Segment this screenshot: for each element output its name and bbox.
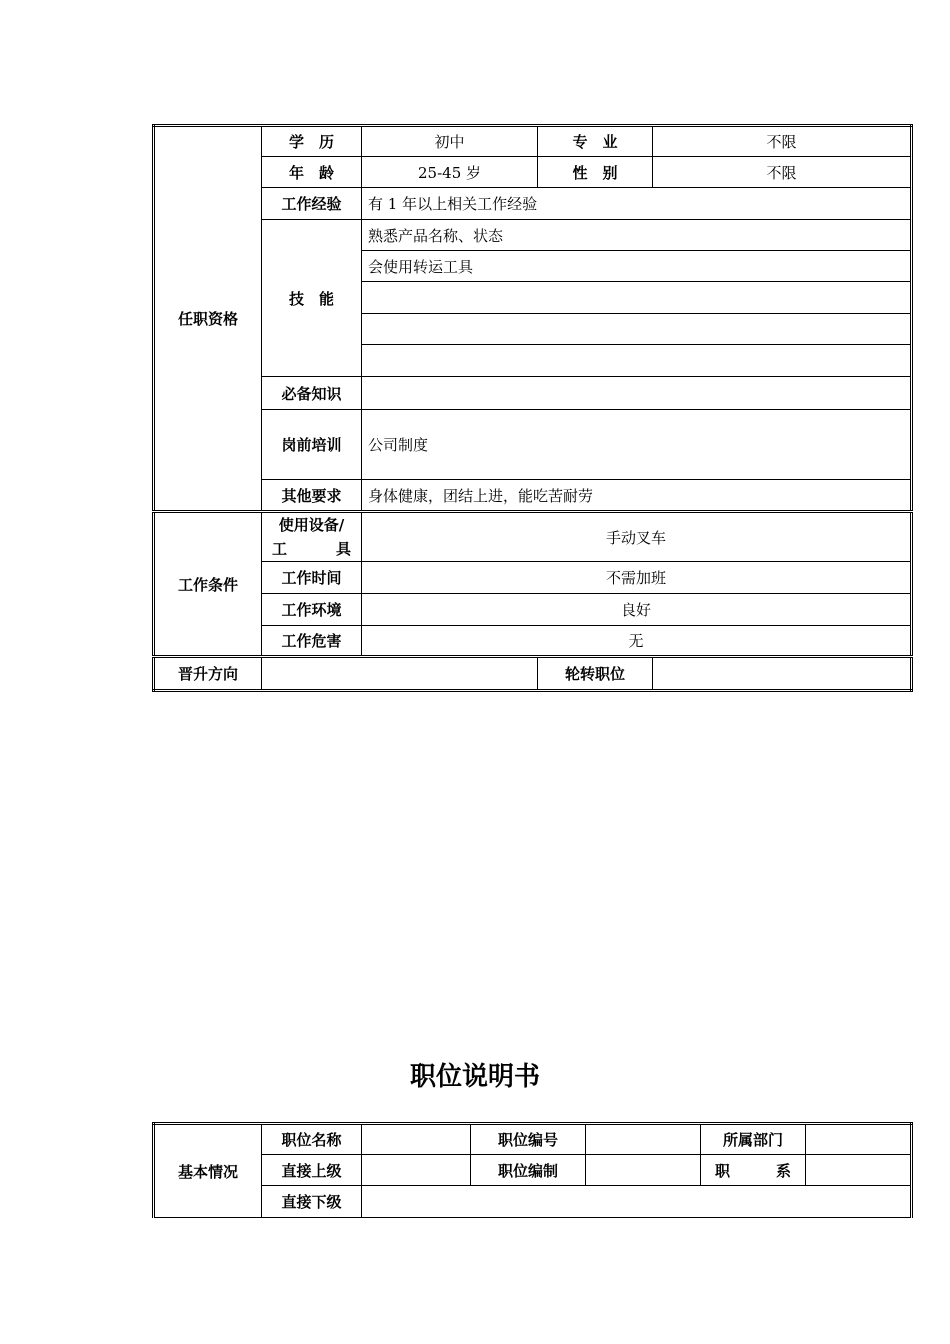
position-name-value <box>362 1124 471 1155</box>
superior-label: 直接上级 <box>262 1155 362 1186</box>
other-requirements-label: 其他要求 <box>262 480 362 512</box>
hazard-label: 工作危害 <box>262 626 362 657</box>
skill-item: 熟悉产品名称、状态 <box>362 220 912 251</box>
gender-label: 性 别 <box>538 157 653 188</box>
series-label-char-b: 系 <box>775 1161 791 1180</box>
gender-value: 不限 <box>653 157 912 188</box>
environment-value: 良好 <box>362 594 912 626</box>
basic-info-table <box>152 1122 913 1218</box>
subordinate-label: 直接下级 <box>262 1186 362 1218</box>
position-no-value <box>586 1124 701 1155</box>
department-value <box>806 1124 912 1155</box>
section-conditions: 工作条件 <box>154 512 262 657</box>
skill-item: 会使用转运工具 <box>362 251 912 282</box>
knowledge-value <box>362 377 912 410</box>
qualification-table <box>152 124 913 692</box>
experience-value: 有 1 年以上相关工作经验 <box>362 188 912 220</box>
age-value: 25-45 岁 <box>362 157 538 188</box>
skill-item <box>362 282 912 314</box>
document-title: 职位说明书 <box>409 1062 540 1092</box>
equipment-value: 手动叉车 <box>362 512 912 562</box>
major-label: 专 业 <box>538 126 653 157</box>
hours-value: 不需加班 <box>362 562 912 594</box>
equipment-label-char-b: 具 <box>335 540 351 558</box>
hours-label: 工作时间 <box>262 562 362 594</box>
education-label: 学 历 <box>262 126 362 157</box>
promotion-label: 晋升方向 <box>154 657 262 691</box>
skills-label: 技 能 <box>262 220 362 377</box>
series-label-char-a: 职 <box>715 1161 731 1180</box>
staffing-label: 职位编制 <box>471 1155 586 1186</box>
major-value: 不限 <box>653 126 912 157</box>
equipment-label-char-a: 工 <box>272 540 288 558</box>
section-qualifications: 任职资格 <box>154 126 262 512</box>
staffing-value <box>586 1155 701 1186</box>
equipment-label-line1: 使用设备/ <box>278 516 345 534</box>
other-requirements-value: 身体健康，团结上进，能吃苦耐劳 <box>362 480 912 512</box>
rotation-value <box>653 657 912 691</box>
rotation-label: 轮转职位 <box>538 657 653 691</box>
department-label: 所属部门 <box>701 1124 806 1155</box>
section-basic: 基本情况 <box>154 1124 262 1218</box>
training-label: 岗前培训 <box>262 410 362 480</box>
superior-value <box>362 1155 471 1186</box>
training-value: 公司制度 <box>362 410 912 480</box>
position-no-label: 职位编号 <box>471 1124 586 1155</box>
hazard-value: 无 <box>362 626 912 657</box>
skill-item <box>362 314 912 345</box>
age-label: 年 龄 <box>262 157 362 188</box>
position-name-label: 职位名称 <box>262 1124 362 1155</box>
environment-label: 工作环境 <box>262 594 362 626</box>
knowledge-label: 必备知识 <box>262 377 362 410</box>
education-value: 初中 <box>362 126 538 157</box>
experience-label: 工作经验 <box>262 188 362 220</box>
promotion-value <box>262 657 538 691</box>
equipment-label <box>262 512 362 562</box>
series-value <box>806 1155 912 1186</box>
series-label <box>701 1155 806 1186</box>
skill-item <box>362 345 912 377</box>
subordinate-value <box>362 1186 912 1218</box>
